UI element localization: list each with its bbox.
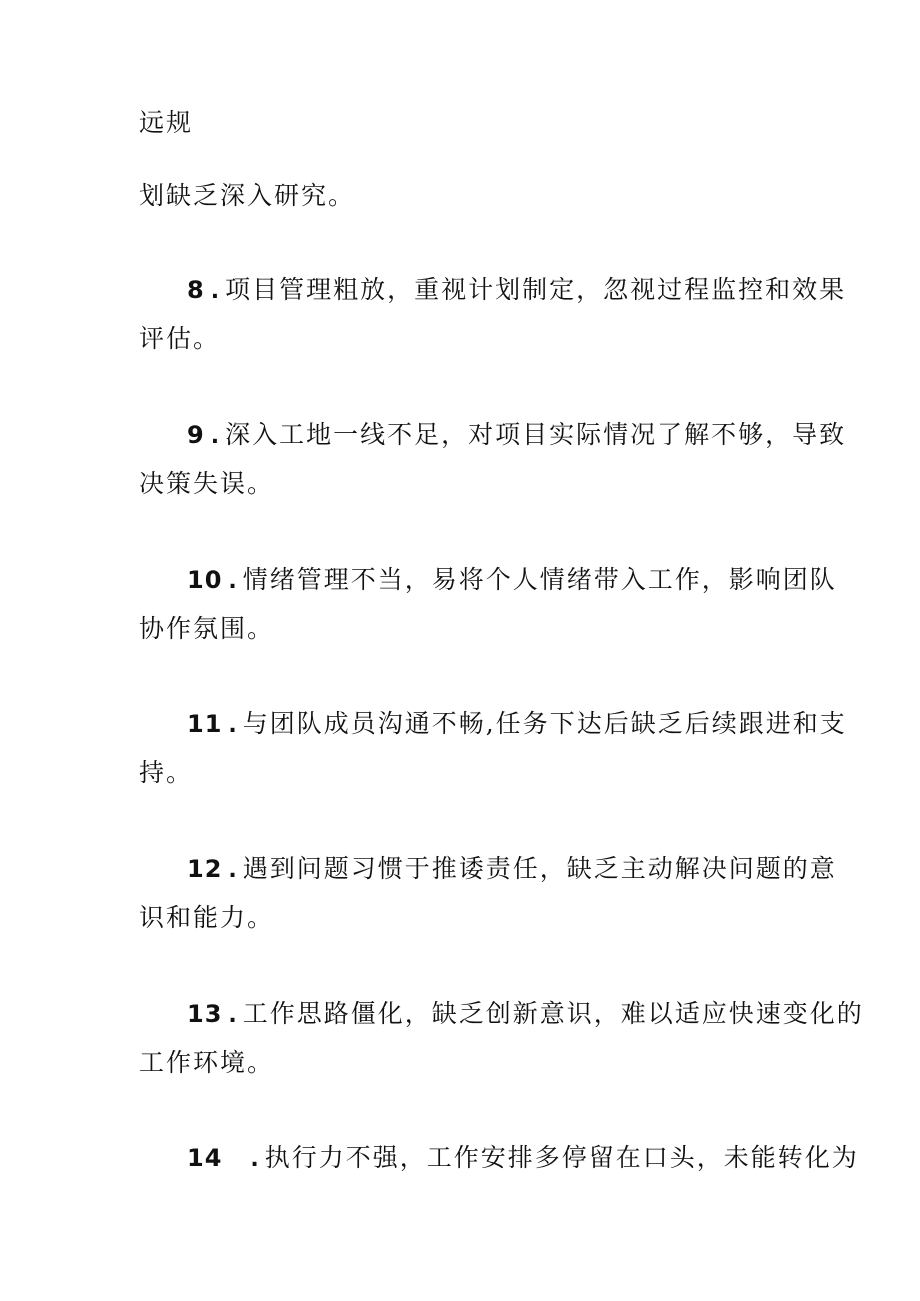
item-dot: . — [210, 279, 222, 304]
item-number: 9 — [187, 421, 205, 449]
list-item-8 — [187, 274, 847, 308]
item-number: 10 — [187, 566, 223, 594]
list-item-14 — [187, 1142, 859, 1176]
list-item-13-continuation: 工作环境。 — [139, 1048, 275, 1077]
item-dot: . — [228, 858, 239, 883]
item-dot: . — [228, 1003, 239, 1028]
item-text: 项目管理粗放，重视计划制定，忽视过程监控和效果 — [225, 275, 847, 304]
item-text: 深入工地一线不足，对项目实际情况了解不够，导致 — [225, 420, 847, 449]
item-dot: . — [228, 569, 239, 594]
list-item-10 — [187, 564, 837, 598]
list-item-9-continuation: 决策失误。 — [139, 469, 275, 498]
list-item-11 — [187, 708, 847, 742]
item-text: 执行力不强，工作安排多停留在口头，未能转化为 — [264, 1143, 859, 1172]
item-dot: . — [228, 713, 239, 738]
item-number: 11 — [187, 710, 223, 738]
item-text: 遇到问题习惯于推诿责任，缺乏主动解决问题的意 — [242, 854, 837, 883]
item-text: 工作思路僵化，缺乏创新意识，难以适应快速变化的 — [242, 999, 864, 1028]
item-number: 12 — [187, 855, 223, 883]
item-dot: . — [250, 1147, 261, 1172]
item-dot: . — [210, 424, 222, 449]
item-number: 13 — [187, 1000, 223, 1028]
list-item-9 — [187, 419, 847, 453]
item-text: 情绪管理不当，易将个人情绪带入工作，影响团队 — [242, 565, 837, 594]
list-item-10-continuation: 协作氛围。 — [139, 614, 275, 643]
list-item-13 — [187, 998, 864, 1032]
intro-line-2: 划缺乏深入研究。 — [139, 181, 356, 210]
list-item-11-continuation: 持。 — [139, 758, 194, 787]
list-item-8-continuation: 评估。 — [139, 324, 221, 353]
item-text: 与团队成员沟通不畅,任务下达后缺乏后续跟进和支 — [242, 709, 847, 738]
list-item-12 — [187, 853, 837, 887]
item-number: 8 — [187, 276, 205, 304]
intro-line-1: 远规 — [139, 108, 194, 137]
item-number: 14 — [187, 1144, 223, 1172]
list-item-12-continuation: 识和能力。 — [139, 903, 275, 932]
